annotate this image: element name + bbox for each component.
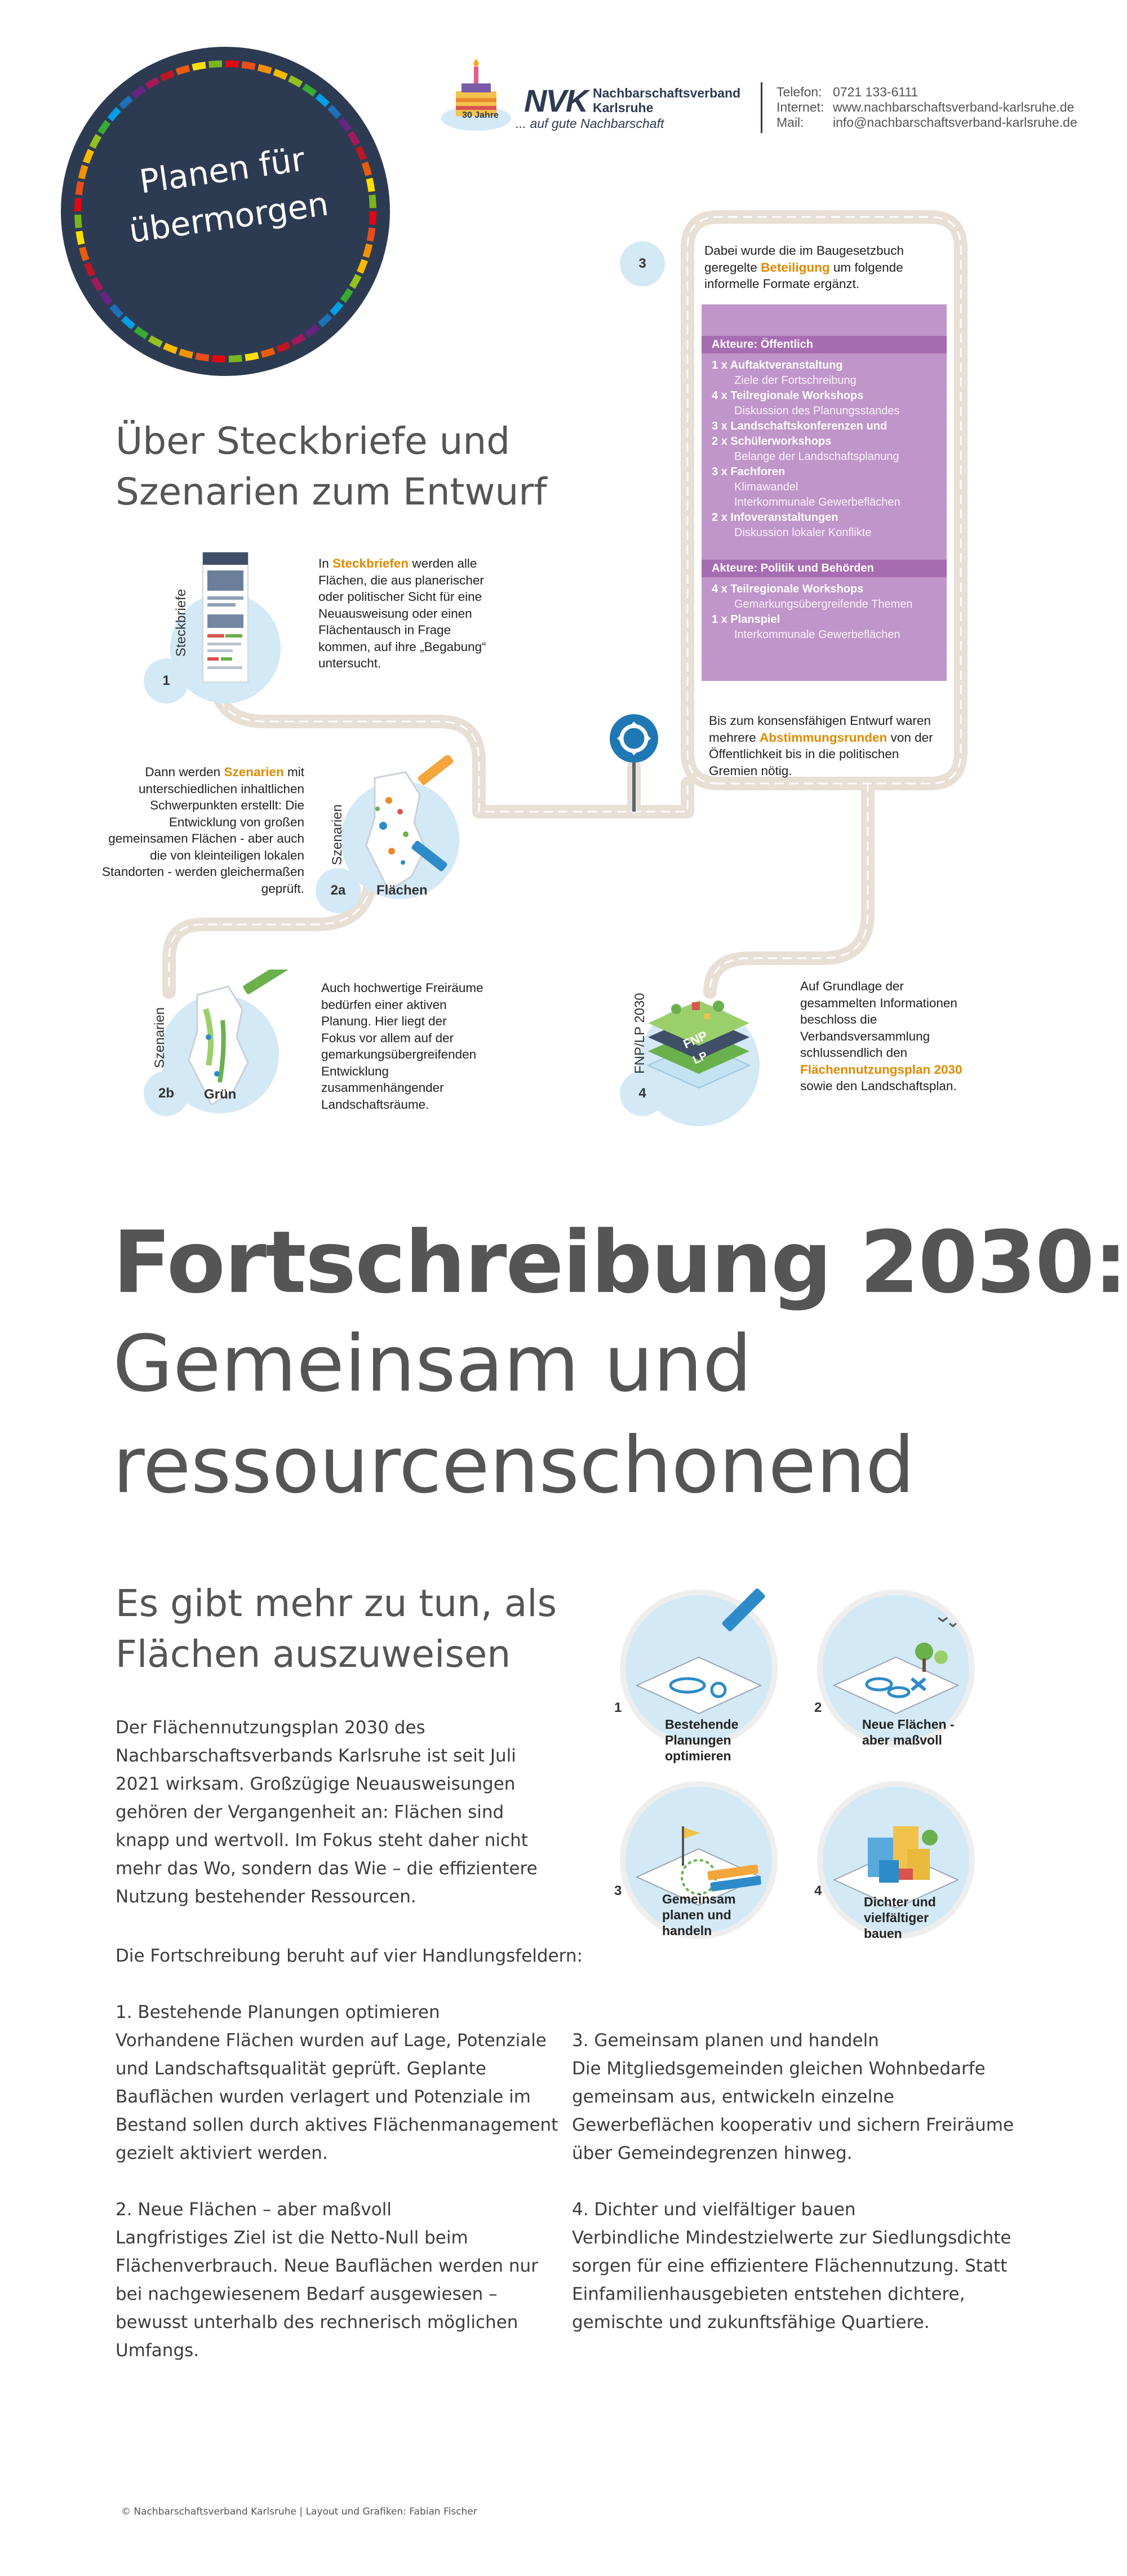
fnp-layer-label: FNP <box>681 1028 709 1051</box>
section2-subheading-line1: Es gibt mehr zu tun, als <box>116 1582 557 1625</box>
politics-format-detail: Gemarkungsübergreifende Themen <box>734 598 913 610</box>
icon-2-label: Neue Flächen - aber maßvoll <box>862 1717 955 1747</box>
step-2a-tag: Szenarien <box>330 804 345 865</box>
politics-format-count: 4 x Teilregionale Workshops <box>712 583 864 595</box>
field-1-title: 1. Bestehende Planungen optimieren <box>116 2002 440 2022</box>
group-politics-list <box>702 577 947 643</box>
step-1-tag: Steckbriefe <box>174 588 189 657</box>
politics-format-detail: Interkommunale Gewerbeflächen <box>734 628 900 641</box>
step-1-number: 1 <box>144 658 189 703</box>
step-2a-text: Dann werden Szenarien mit unterschiedlichen inhaltlichen Schwerpunkten erstellt: Die Entwicklung von großen gemeinsamen Flächen - aber auch die von kleinteiligen lokalen Standorten - werden gleichermaßen geprüft. <box>102 765 304 896</box>
badge-text: Planen für übermorgen <box>126 140 331 251</box>
field-1 <box>116 1998 561 2167</box>
group-public-list <box>702 353 947 541</box>
main-title-bold: Fortschreibung 2030: <box>113 1212 1127 1312</box>
icon-3-label: Gemeinsam planen und handeln <box>662 1892 736 1938</box>
contact-phone[interactable]: 0721 133-6111 <box>833 85 919 99</box>
group-public-title: Akteure: Öffentlich <box>702 336 947 353</box>
field-3-title: 3. Gemeinsam planen und handeln <box>572 2030 879 2051</box>
public-format-count: 2 x Schülerworkshops <box>712 435 832 448</box>
field-4 <box>572 2196 1017 2336</box>
public-format-detail: Klimawandel <box>734 481 798 493</box>
step-3-number: 3 <box>620 241 665 286</box>
section1-heading-line1: Über Steckbriefe und <box>116 419 511 463</box>
field-2-text: Langfristiges Ziel ist die Netto-Null beim Flächenverbrauch. Neue Bauflächen werden nur bei nachgewiesenem Bedarf ausgewiesen – bewusst unterhalb des rechnerisch möglichen Umfangs. <box>116 2228 538 2361</box>
public-format-detail: Ziele der Fortschreibung <box>734 374 857 387</box>
field-2 <box>116 2196 561 2365</box>
icon-3-number: 3 <box>614 1883 622 1898</box>
section2-subheading-line2: Flächen auszuweisen <box>116 1632 511 1676</box>
icon-4-label: Dichter und vielfältiger bauen <box>864 1895 936 1941</box>
section1-heading <box>116 416 547 517</box>
field-4-title: 4. Dichter und vielfältiger bauen <box>572 2199 856 2220</box>
icon-4-number: 4 <box>814 1883 822 1898</box>
public-format-count: 3 x Landschaftskonferenzen und <box>712 420 888 432</box>
step-4-text: Auf Grundlage der gesammelten Informationen beschloss die Verbandsversammlung schlussendlich den Flächennutzungsplan 2030 sowie den Landschaftsplan. <box>800 979 962 1093</box>
step-4-tag: FNP/LP 2030 <box>632 993 647 1074</box>
field-3 <box>572 2026 1017 2167</box>
step-2b-number: 2b <box>144 1071 189 1116</box>
main-title-line2: Gemeinsam und <box>113 1318 752 1409</box>
public-format-count: 1 x Auftaktveranstaltung <box>712 359 843 371</box>
public-format-detail: Belange der Landschaftsplanung <box>734 450 899 463</box>
public-format-detail: Diskussion des Planungsstandes <box>734 405 900 417</box>
footer-credit: © Nachbarschaftsverband Karlsruhe | Layout und Grafiken: Fabian Fischer <box>121 2506 477 2517</box>
intro-paragraph: Der Flächennutzungsplan 2030 des Nachbarschaftsverbands Karlsruhe ist seit Juli 2021 wirksam. Großzügige Neuausweisungen gehören der Vergangenheit an: Flächen sind knapp und wertvoll. Im Fokus steht daher nicht mehr das Wo, sondern das Wie – die effizientere Nutzung bestehender Ressourcen. <box>116 1718 538 1907</box>
step-2b-tag: Szenarien <box>152 1007 167 1068</box>
contact-web-label: Internet: <box>777 100 824 114</box>
public-format-count: 4 x Teilregionale Workshops <box>712 390 864 402</box>
public-format-count: 3 x Fachforen <box>712 466 786 478</box>
field-4-text: Verbindliche Mindestzielwerte zur Siedlungsdichte sorgen für eine effizientere Flächennutzung. Statt Einfamilienhausgebieten entstehen dichtere, gemischte und zukunftsfähige Quartiere. <box>572 2228 1011 2332</box>
contact-mail-link[interactable]: info@nachbarschaftsverband-karlsruhe.de <box>833 115 1077 130</box>
step-3-text: Dabei wurde die im Baugesetzbuch geregelte Beteiligung um folgende informelle Formate ergänzt. <box>704 244 904 291</box>
roundabout-sign-icon <box>609 713 659 812</box>
icon-1-number: 1 <box>614 1700 622 1715</box>
contact-mail-label: Mail: <box>777 115 804 130</box>
public-format-count: 2 x Infoveranstaltungen <box>712 511 838 524</box>
section1-heading-line2: Szenarien zum Entwurf <box>116 470 547 514</box>
contact-phone-label: Telefon: <box>777 85 822 99</box>
participation-formats-box <box>702 304 947 681</box>
public-format-detail: Diskussion lokaler Konflikte <box>734 526 872 539</box>
logo-brand: NVK <box>524 83 588 118</box>
field-3-text: Die Mitgliedsgemeinden gleichen Wohnbedarfe gemeinsam aus, entwickeln einzelne Gewerbeflächen kooperativ und sichern Freiräume über Gemeindegrenzen hinweg. <box>572 2059 1014 2163</box>
step-2a-caption: Flächen <box>376 883 428 898</box>
politics-format-count: 1 x Planspiel <box>712 613 780 626</box>
step-3-after-text: Bis zum konsensfähigen Entwurf waren mehrere Abstimmungsrunden von der Öffentlichkeit bis in die politischen Gremien nötig. <box>709 714 933 778</box>
main-title-line3: ressourcenschonend <box>113 1420 915 1511</box>
section2-subheading <box>116 1578 557 1680</box>
icon-1-label: Bestehende Planungen optimieren <box>665 1717 739 1763</box>
main-title <box>113 1212 1126 1516</box>
icon-2-number: 2 <box>814 1700 822 1715</box>
logo-name-1: Nachbarschaftsverband <box>593 86 741 100</box>
public-format-detail: Interkommunale Gewerbeflächen <box>734 496 900 508</box>
step-2b-text: Auch hochwertige Freiräume bedürfen einer aktiven Planung. Hier liegt der Fokus vor allem auf der gemarkungsübergreifenden Entwicklung zusammenhängender Landschaftsräume. <box>321 981 483 1112</box>
step-2a-number: 2a <box>316 868 361 913</box>
field-1-text: Vorhandene Flächen wurden auf Lage, Potenziale und Landschaftsqualität geprüft. Geplante Bauflächen wurden verlagert und Potenziale im Bestand sollen durch aktives Flächenmanagement gezielt aktiviert werden. <box>116 2030 558 2163</box>
step-1-text: In Steckbriefen werden alle Flächen, die aus planerischer oder politischer Sicht für eine Neuausweisung oder einen Flächentausch in Frage kommen, auf ihre „Begabung“ untersucht. <box>318 556 486 670</box>
logo-slogan: ... auf gute Nachbarschaft <box>516 116 664 131</box>
logo-name-2: Karlsruhe <box>593 100 654 115</box>
lp-layer-label: LP <box>691 1049 709 1067</box>
step-4-number: 4 <box>620 1071 665 1116</box>
fields-intro: Die Fortschreibung beruht auf vier Handlungsfeldern: <box>116 1946 583 1966</box>
contact-web-link[interactable]: www.nachbarschaftsverband-karlsruhe.de <box>833 100 1075 114</box>
logo-anniversary: 30 Jahre <box>462 110 499 120</box>
field-2-title: 2. Neue Flächen – aber maßvoll <box>116 2199 392 2220</box>
step-2b-caption: Grün <box>204 1087 237 1102</box>
group-politics-title: Akteure: Politik und Behörden <box>702 560 947 577</box>
